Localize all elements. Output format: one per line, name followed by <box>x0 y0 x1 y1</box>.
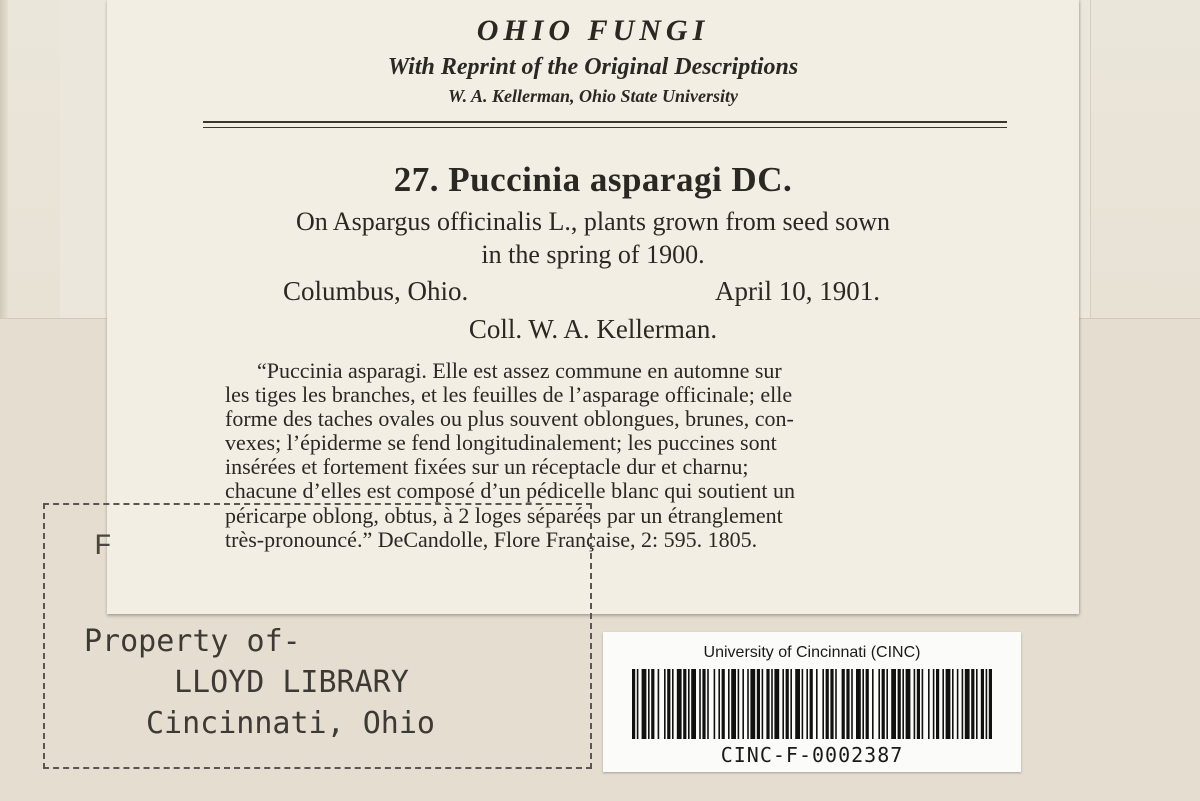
divider <box>203 127 1007 128</box>
description-line: “Puccinia asparagi. Elle est assez commune en automne sur <box>257 358 782 383</box>
stamp-line: LLOYD LIBRARY <box>174 665 409 700</box>
stamp-partial-text: F <box>94 530 113 564</box>
description-line: très-pronouncé.” DeCandolle, Flore Française, 2: 595. 1805. <box>225 527 758 552</box>
barcode-institution: University of Cincinnati (CINC) <box>703 644 921 661</box>
series-subtitle: With Reprint of the Original Descriptions <box>387 54 799 80</box>
description-line: vexes; l’épiderme se fend longitudinalement; les puccines sont <box>225 430 777 455</box>
description-line: forme des taches ovales ou plus souvent oblongues, brunes, con- <box>225 406 794 431</box>
collector: Coll. W. A. Kellerman. <box>468 314 718 344</box>
host-line: in the spring of 1900. <box>481 240 705 269</box>
locality: Columbus, Ohio. <box>283 276 469 306</box>
stamp-line: Cincinnati, Ohio <box>146 706 435 741</box>
stamp-line: Property of- <box>84 624 301 659</box>
series-author: W. A. Kellerman, Ohio State University <box>447 86 738 106</box>
series-title: OHIO FUNGI <box>476 14 710 47</box>
host-line: On Aspargus officinalis L., plants grown from seed sown <box>295 207 891 236</box>
barcode-label <box>603 632 1021 772</box>
species-heading: 27. Puccinia asparagi DC. <box>393 160 793 199</box>
barcode-icon <box>632 669 992 739</box>
description-line: chacune d’elles est composé d’un pédicelle blanc qui soutient un <box>225 478 795 503</box>
description-line: les tiges les branches, et les feuilles de l’asparage officinale; elle <box>225 382 793 407</box>
description-line: péricarpe oblong, obtus, à 2 loges séparées par un étranglement <box>225 503 783 528</box>
collection-date: April 10, 1901. <box>715 276 880 306</box>
description-line: insérées et fortement fixées sur un réceptacle dur et charnu; <box>225 454 749 479</box>
divider <box>203 121 1007 123</box>
barcode-number: CINC-F-0002387 <box>720 743 904 767</box>
